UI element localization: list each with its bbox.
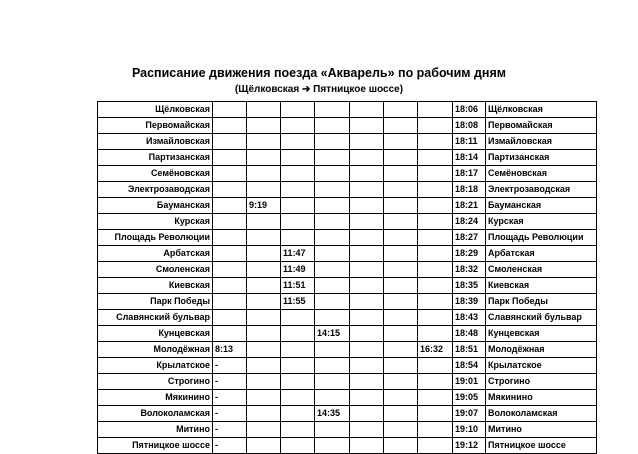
- time-cell: [315, 294, 350, 310]
- time-cell: [418, 294, 453, 310]
- time-cell: [247, 230, 281, 246]
- time-cell: [281, 230, 315, 246]
- station-cell: Славянский бульвар: [98, 310, 213, 326]
- empty-cell: [350, 278, 384, 294]
- empty-cell: [350, 262, 384, 278]
- empty-cell: [350, 422, 384, 438]
- empty-cell: [384, 198, 418, 214]
- time-cell: [281, 166, 315, 182]
- time-cell: [281, 358, 315, 374]
- time-cell: [315, 438, 350, 454]
- empty-cell: [350, 358, 384, 374]
- station-cell: Щёлковская: [486, 102, 597, 118]
- empty-cell: [384, 182, 418, 198]
- arrow-right-icon: ➔: [301, 84, 311, 95]
- time-cell: [281, 310, 315, 326]
- table-row: [98, 342, 597, 358]
- table-row: [98, 134, 597, 150]
- time-cell: [418, 198, 453, 214]
- table-row: [98, 166, 597, 182]
- time-cell: [281, 406, 315, 422]
- empty-cell: [384, 150, 418, 166]
- empty-cell: [350, 150, 384, 166]
- table-row: [98, 406, 597, 422]
- table-row: [98, 358, 597, 374]
- page-subtitle: [0, 84, 638, 95]
- table-row: [98, 150, 597, 166]
- time-cell: [213, 326, 247, 342]
- time-cell: [315, 118, 350, 134]
- station-cell: Пятницкое шоссе: [486, 438, 597, 454]
- table-row: [98, 326, 597, 342]
- time-cell: 18:43: [453, 310, 486, 326]
- table-row: [98, 182, 597, 198]
- empty-cell: [384, 166, 418, 182]
- empty-cell: [384, 294, 418, 310]
- station-cell: Партизанская: [98, 150, 213, 166]
- station-cell: Щёлковская: [98, 102, 213, 118]
- table-row: [98, 374, 597, 390]
- time-cell: 18:08: [453, 118, 486, 134]
- empty-cell: [384, 246, 418, 262]
- empty-cell: [384, 262, 418, 278]
- empty-cell: [384, 230, 418, 246]
- time-cell: [315, 198, 350, 214]
- time-cell: [315, 246, 350, 262]
- station-cell: Бауманская: [98, 198, 213, 214]
- empty-cell: [384, 214, 418, 230]
- time-cell: [418, 214, 453, 230]
- time-cell: [315, 214, 350, 230]
- empty-cell: [384, 102, 418, 118]
- empty-cell: [350, 294, 384, 310]
- time-cell: 18:35: [453, 278, 486, 294]
- station-cell: Крылатское: [98, 358, 213, 374]
- table-row: [98, 102, 597, 118]
- time-cell: [315, 278, 350, 294]
- time-cell: [315, 166, 350, 182]
- time-cell: [247, 102, 281, 118]
- time-cell: [247, 166, 281, 182]
- empty-cell: [350, 182, 384, 198]
- empty-cell: [350, 118, 384, 134]
- time-cell: 9:19: [247, 198, 281, 214]
- time-cell: [418, 230, 453, 246]
- empty-cell: [384, 390, 418, 406]
- time-cell: [281, 422, 315, 438]
- station-cell: Смоленская: [98, 262, 213, 278]
- station-cell: Курская: [98, 214, 213, 230]
- time-cell: [247, 150, 281, 166]
- page-title: Расписание движения поезда «Акварель» по рабочим дням: [131, 66, 506, 80]
- time-cell: [213, 278, 247, 294]
- empty-cell: [350, 214, 384, 230]
- time-cell: 18:27: [453, 230, 486, 246]
- empty-cell: [350, 102, 384, 118]
- time-cell: [315, 342, 350, 358]
- empty-cell: [350, 342, 384, 358]
- time-cell: [281, 134, 315, 150]
- time-cell: [247, 294, 281, 310]
- station-cell: Молодёжная: [486, 342, 597, 358]
- time-cell: 18:21: [453, 198, 486, 214]
- station-cell: Киевская: [486, 278, 597, 294]
- time-cell: [281, 438, 315, 454]
- time-cell: 11:47: [281, 246, 315, 262]
- station-cell: Славянский бульвар: [486, 310, 597, 326]
- table-row: [98, 230, 597, 246]
- station-cell: Электрозаводская: [98, 182, 213, 198]
- time-cell: [315, 182, 350, 198]
- time-cell: [247, 374, 281, 390]
- time-cell: 8:13: [213, 342, 247, 358]
- empty-cell: [384, 278, 418, 294]
- time-cell: 18:06: [453, 102, 486, 118]
- time-cell: [418, 326, 453, 342]
- station-cell: Площадь Революции: [486, 230, 597, 246]
- time-cell: 14:15: [315, 326, 350, 342]
- time-cell: [315, 390, 350, 406]
- time-cell: [418, 262, 453, 278]
- station-cell: Курская: [486, 214, 597, 230]
- time-cell: [315, 358, 350, 374]
- time-cell: [247, 262, 281, 278]
- time-cell: 18:24: [453, 214, 486, 230]
- empty-cell: [350, 134, 384, 150]
- time-cell: [315, 230, 350, 246]
- time-cell: [418, 166, 453, 182]
- empty-cell: [350, 198, 384, 214]
- time-cell: [213, 102, 247, 118]
- station-cell: Строгино: [98, 374, 213, 390]
- time-cell: [315, 262, 350, 278]
- station-cell: Первомайская: [98, 118, 213, 134]
- time-cell: 11:51: [281, 278, 315, 294]
- time-cell: 18:48: [453, 326, 486, 342]
- empty-cell: [350, 230, 384, 246]
- station-cell: Волоколамская: [486, 406, 597, 422]
- time-cell: [213, 118, 247, 134]
- time-cell: 19:10: [453, 422, 486, 438]
- time-cell: 18:11: [453, 134, 486, 150]
- station-cell: Митино: [98, 422, 213, 438]
- time-cell: [213, 294, 247, 310]
- station-cell: Волоколамская: [98, 406, 213, 422]
- time-cell: [315, 374, 350, 390]
- time-cell: [247, 438, 281, 454]
- time-cell: [418, 150, 453, 166]
- empty-cell: [384, 438, 418, 454]
- time-cell: [315, 102, 350, 118]
- empty-cell: [350, 310, 384, 326]
- time-cell: 18:18: [453, 182, 486, 198]
- table-row: [98, 310, 597, 326]
- time-cell: [281, 342, 315, 358]
- time-cell: [281, 150, 315, 166]
- time-cell: [281, 390, 315, 406]
- station-cell: Арбатская: [98, 246, 213, 262]
- table-row: [98, 118, 597, 134]
- time-cell: [315, 134, 350, 150]
- time-cell: [315, 422, 350, 438]
- time-cell: 18:32: [453, 262, 486, 278]
- time-cell: 16:32: [418, 342, 453, 358]
- time-cell: -: [213, 390, 247, 406]
- time-cell: [213, 230, 247, 246]
- time-cell: [247, 342, 281, 358]
- station-cell: Парк Победы: [486, 294, 597, 310]
- empty-cell: [350, 374, 384, 390]
- time-cell: [281, 326, 315, 342]
- schedule-table: [97, 101, 597, 454]
- empty-cell: [350, 326, 384, 342]
- station-cell: Площадь Революции: [98, 230, 213, 246]
- time-cell: [418, 182, 453, 198]
- time-cell: [281, 118, 315, 134]
- time-cell: [281, 214, 315, 230]
- table-row: [98, 294, 597, 310]
- time-cell: 18:54: [453, 358, 486, 374]
- time-cell: 19:01: [453, 374, 486, 390]
- time-cell: 18:17: [453, 166, 486, 182]
- station-cell: Строгино: [486, 374, 597, 390]
- time-cell: -: [213, 374, 247, 390]
- time-cell: [213, 262, 247, 278]
- time-cell: [418, 134, 453, 150]
- time-cell: [418, 374, 453, 390]
- empty-cell: [350, 246, 384, 262]
- time-cell: -: [213, 422, 247, 438]
- station-cell: Мякинино: [486, 390, 597, 406]
- station-cell: Бауманская: [486, 198, 597, 214]
- empty-cell: [350, 406, 384, 422]
- time-cell: 18:14: [453, 150, 486, 166]
- table-row: [98, 422, 597, 438]
- time-cell: [247, 358, 281, 374]
- empty-cell: [384, 342, 418, 358]
- time-cell: 19:12: [453, 438, 486, 454]
- empty-cell: [384, 118, 418, 134]
- time-cell: -: [213, 358, 247, 374]
- time-cell: [213, 310, 247, 326]
- station-cell: Партизанская: [486, 150, 597, 166]
- table-row: [98, 278, 597, 294]
- station-cell: Первомайская: [486, 118, 597, 134]
- empty-cell: [384, 326, 418, 342]
- time-cell: -: [213, 438, 247, 454]
- time-cell: [247, 390, 281, 406]
- time-cell: [213, 182, 247, 198]
- empty-cell: [384, 406, 418, 422]
- station-cell: Киевская: [98, 278, 213, 294]
- time-cell: [418, 310, 453, 326]
- table-row: [98, 438, 597, 454]
- time-cell: 19:07: [453, 406, 486, 422]
- time-cell: 18:39: [453, 294, 486, 310]
- time-cell: [213, 150, 247, 166]
- time-cell: [247, 326, 281, 342]
- station-cell: Кунцевская: [98, 326, 213, 342]
- time-cell: 14:35: [315, 406, 350, 422]
- station-cell: Измайловская: [486, 134, 597, 150]
- station-cell: Семёновская: [98, 166, 213, 182]
- empty-cell: [350, 390, 384, 406]
- empty-cell: [384, 374, 418, 390]
- time-cell: [418, 118, 453, 134]
- time-cell: -: [213, 406, 247, 422]
- station-cell: Митино: [486, 422, 597, 438]
- empty-cell: [350, 438, 384, 454]
- station-cell: Молодёжная: [98, 342, 213, 358]
- table-row: [98, 214, 597, 230]
- time-cell: [247, 278, 281, 294]
- time-cell: [281, 182, 315, 198]
- station-cell: Арбатская: [486, 246, 597, 262]
- time-cell: [247, 406, 281, 422]
- time-cell: [213, 166, 247, 182]
- table-row: [98, 262, 597, 278]
- time-cell: [281, 198, 315, 214]
- time-cell: [213, 246, 247, 262]
- time-cell: 18:51: [453, 342, 486, 358]
- time-cell: [418, 246, 453, 262]
- empty-cell: [384, 422, 418, 438]
- station-cell: Семёновская: [486, 166, 597, 182]
- empty-cell: [384, 358, 418, 374]
- subtitle-to: Пятницкое шоссе): [313, 84, 404, 95]
- empty-cell: [384, 310, 418, 326]
- time-cell: 11:49: [281, 262, 315, 278]
- empty-cell: [384, 134, 418, 150]
- station-cell: Парк Победы: [98, 294, 213, 310]
- time-cell: [247, 118, 281, 134]
- time-cell: [418, 406, 453, 422]
- station-cell: Кунцевская: [486, 326, 597, 342]
- time-cell: [418, 278, 453, 294]
- time-cell: [247, 310, 281, 326]
- station-cell: Мякинино: [98, 390, 213, 406]
- time-cell: [418, 358, 453, 374]
- time-cell: [315, 310, 350, 326]
- time-cell: [213, 134, 247, 150]
- station-cell: Пятницкое шоссе: [98, 438, 213, 454]
- subtitle-from: (Щёлковская: [234, 84, 300, 95]
- table-row: [98, 246, 597, 262]
- time-cell: [247, 246, 281, 262]
- time-cell: [247, 422, 281, 438]
- time-cell: [247, 182, 281, 198]
- time-cell: [247, 134, 281, 150]
- time-cell: [418, 390, 453, 406]
- empty-cell: [350, 166, 384, 182]
- time-cell: [247, 214, 281, 230]
- table-row: [98, 198, 597, 214]
- time-cell: [213, 198, 247, 214]
- station-cell: Смоленская: [486, 262, 597, 278]
- time-cell: [281, 102, 315, 118]
- station-cell: Крылатское: [486, 358, 597, 374]
- time-cell: [418, 422, 453, 438]
- time-cell: 11:55: [281, 294, 315, 310]
- station-cell: Электрозаводская: [486, 182, 597, 198]
- time-cell: [418, 102, 453, 118]
- time-cell: [418, 438, 453, 454]
- time-cell: [213, 214, 247, 230]
- schedule-body: [98, 102, 597, 454]
- station-cell: Измайловская: [98, 134, 213, 150]
- time-cell: [315, 150, 350, 166]
- time-cell: [281, 374, 315, 390]
- time-cell: 18:29: [453, 246, 486, 262]
- table-row: [98, 390, 597, 406]
- time-cell: 19:05: [453, 390, 486, 406]
